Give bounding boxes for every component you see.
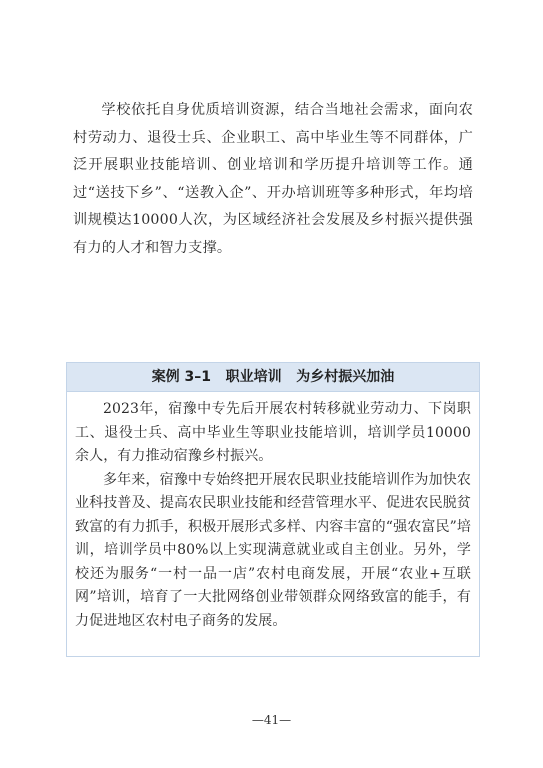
case-study-title: 案例 3–1 职业培训 为乡村振兴加油: [67, 363, 479, 392]
case-study-box: [66, 362, 480, 657]
case-study-body: [67, 392, 479, 633]
case-paragraph-2: 多年来，宿豫中专始终把开展农民职业技能培训作为加快农业科技普及、提高农民职业技能和经营管理水平、促进农民脱贫致富的有力抓手，积极开展形式多样、内容丰富的“强农富民”培训，培训学员中80%以上实现满意就业或自主创业。另外，学校还为服务“一村一品一店”农村电商发展，开展“农业+互联网”培训，培育了一大批网络创业带领群众网络致富的能手，有力促进地区农村电子商务的发展。: [75, 471, 471, 629]
page-number: —41—: [251, 713, 292, 727]
case-paragraph-1: 2023年，宿豫中专先后开展农村转移就业劳动力、下岗职工、退役士兵、高中毕业生等职业技能培训，培训学员10000余人，有力推动宿豫乡村振兴。: [75, 401, 471, 464]
intro-paragraph: 学校依托自身优质培训资源，结合当地社会需求，面向农村劳动力、退役士兵、企业职工、高中毕业生等不同群体，广泛开展职业技能培训、创业培训和学历提升培训等工作。通过“送技下乡”、“送教入企”、开办培训班等多种形式，年均培训规模达10000人次，为区域经济社会发展及乡村振兴提供强有力的人才和智力支撑。: [73, 102, 473, 256]
